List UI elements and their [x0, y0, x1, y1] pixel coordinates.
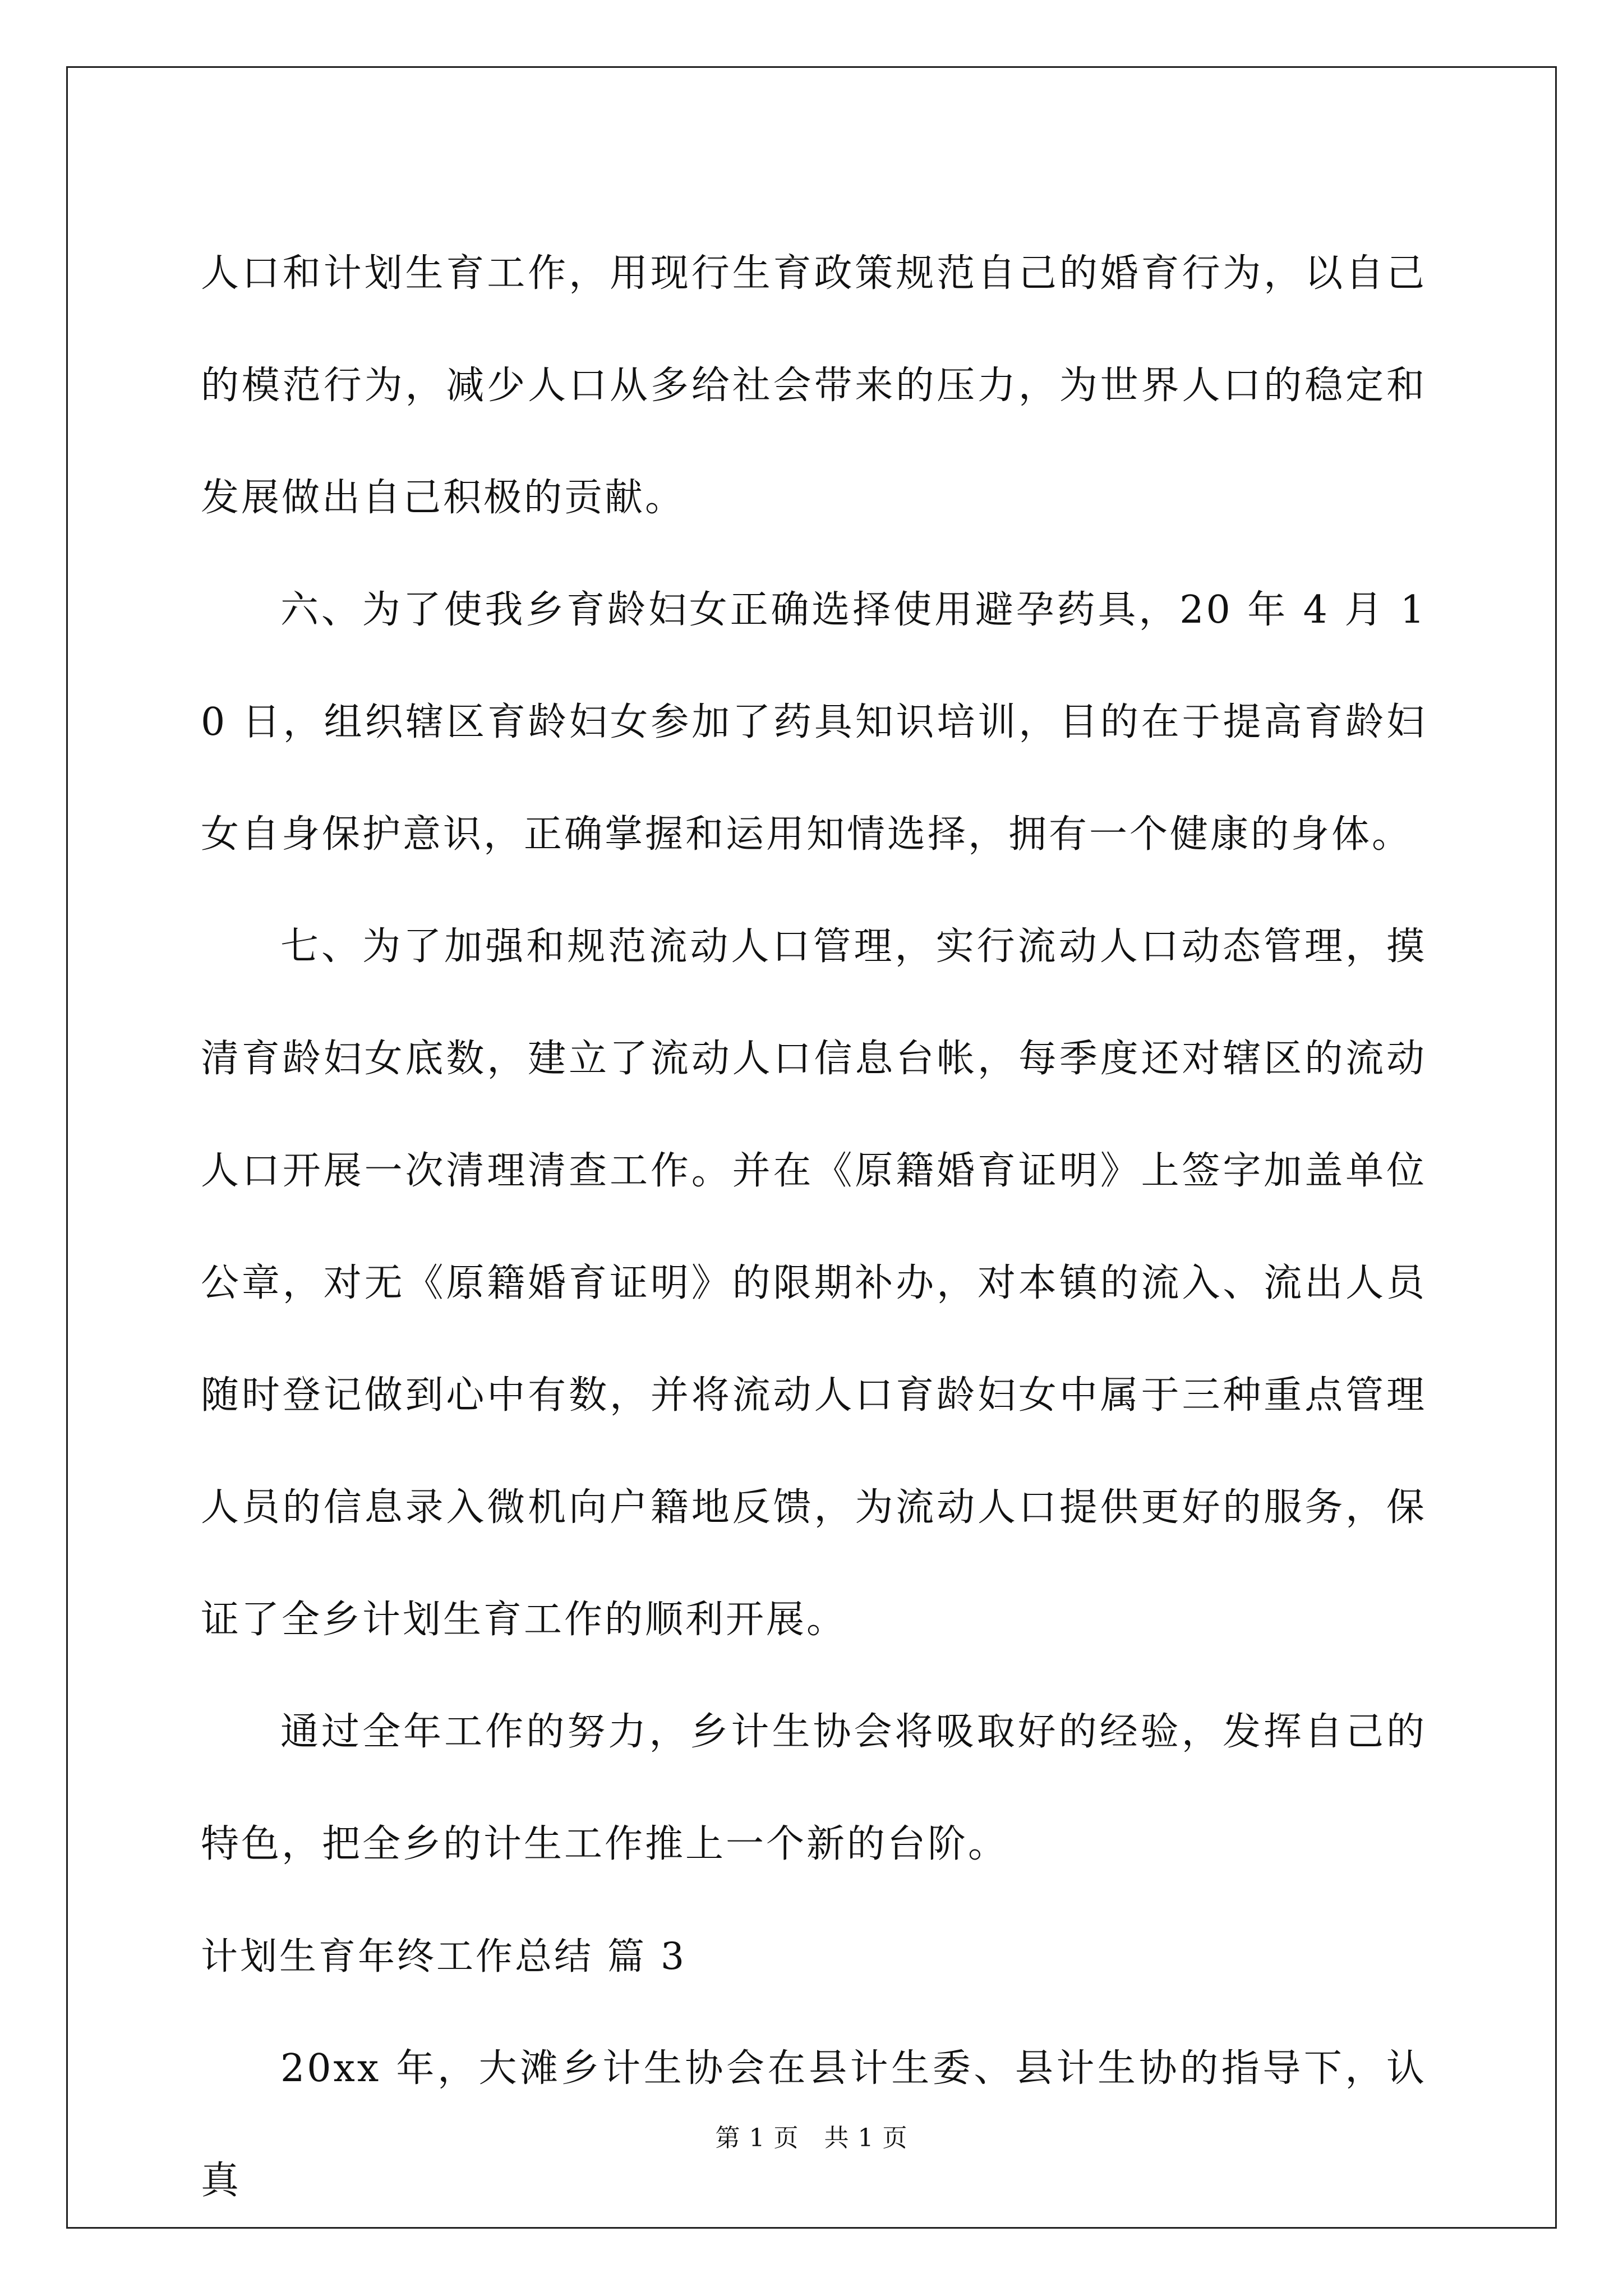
- document-body: [201, 218, 1427, 2237]
- page-number: 第 1 页 共 1 页: [715, 2124, 908, 2152]
- section-heading: 计划生育年终工作总结 篇 3: [201, 1935, 686, 1978]
- paragraph-3: 七、为了加强和规范流动人口管理，实行流动人口动态管理，摸清育龄妇女底数，建立了流动人口信息台帐，每季度还对辖区的流动人口开展一次清理清查工作。并在《原籍婚育证明》上签字加盖单位公章，对无《原籍婚育证明》的限期补办，对本镇的流入、流出人员随时登记做到心中有数，并将流动人口育龄妇女中属于三种重点管理人员的信息录入微机向户籍地反馈，为流动人口提供更好的服务，保证了全乡计划生育工作的顺利开展。: [201, 924, 1427, 1642]
- paragraph-2: 六、为了使我乡育龄妇女正确选择使用避孕药具，20 年 4 月 10 日，组织辖区育龄妇女参加了药具知识培训，目的在于提高育龄妇女自身保护意识，正确掌握和运用知情选择，拥有一个健康的身体。: [201, 588, 1427, 857]
- paragraph-5: 20xx 年，大滩乡计生协会在县计生委、县计生协的指导下，认真: [201, 2046, 1427, 2203]
- paragraph-4: 通过全年工作的努力，乡计生协会将吸取好的经验，发挥自己的特色，把全乡的计生工作推上一个新的台阶。: [201, 1710, 1427, 1866]
- page-footer: [0, 2122, 1623, 2155]
- paragraph-1: 人口和计划生育工作，用现行生育政策规范自己的婚育行为，以自己的模范行为，减少人口从多给社会带来的压力，为世界人口的稳定和发展做出自己积极的贡献。: [201, 251, 1427, 520]
